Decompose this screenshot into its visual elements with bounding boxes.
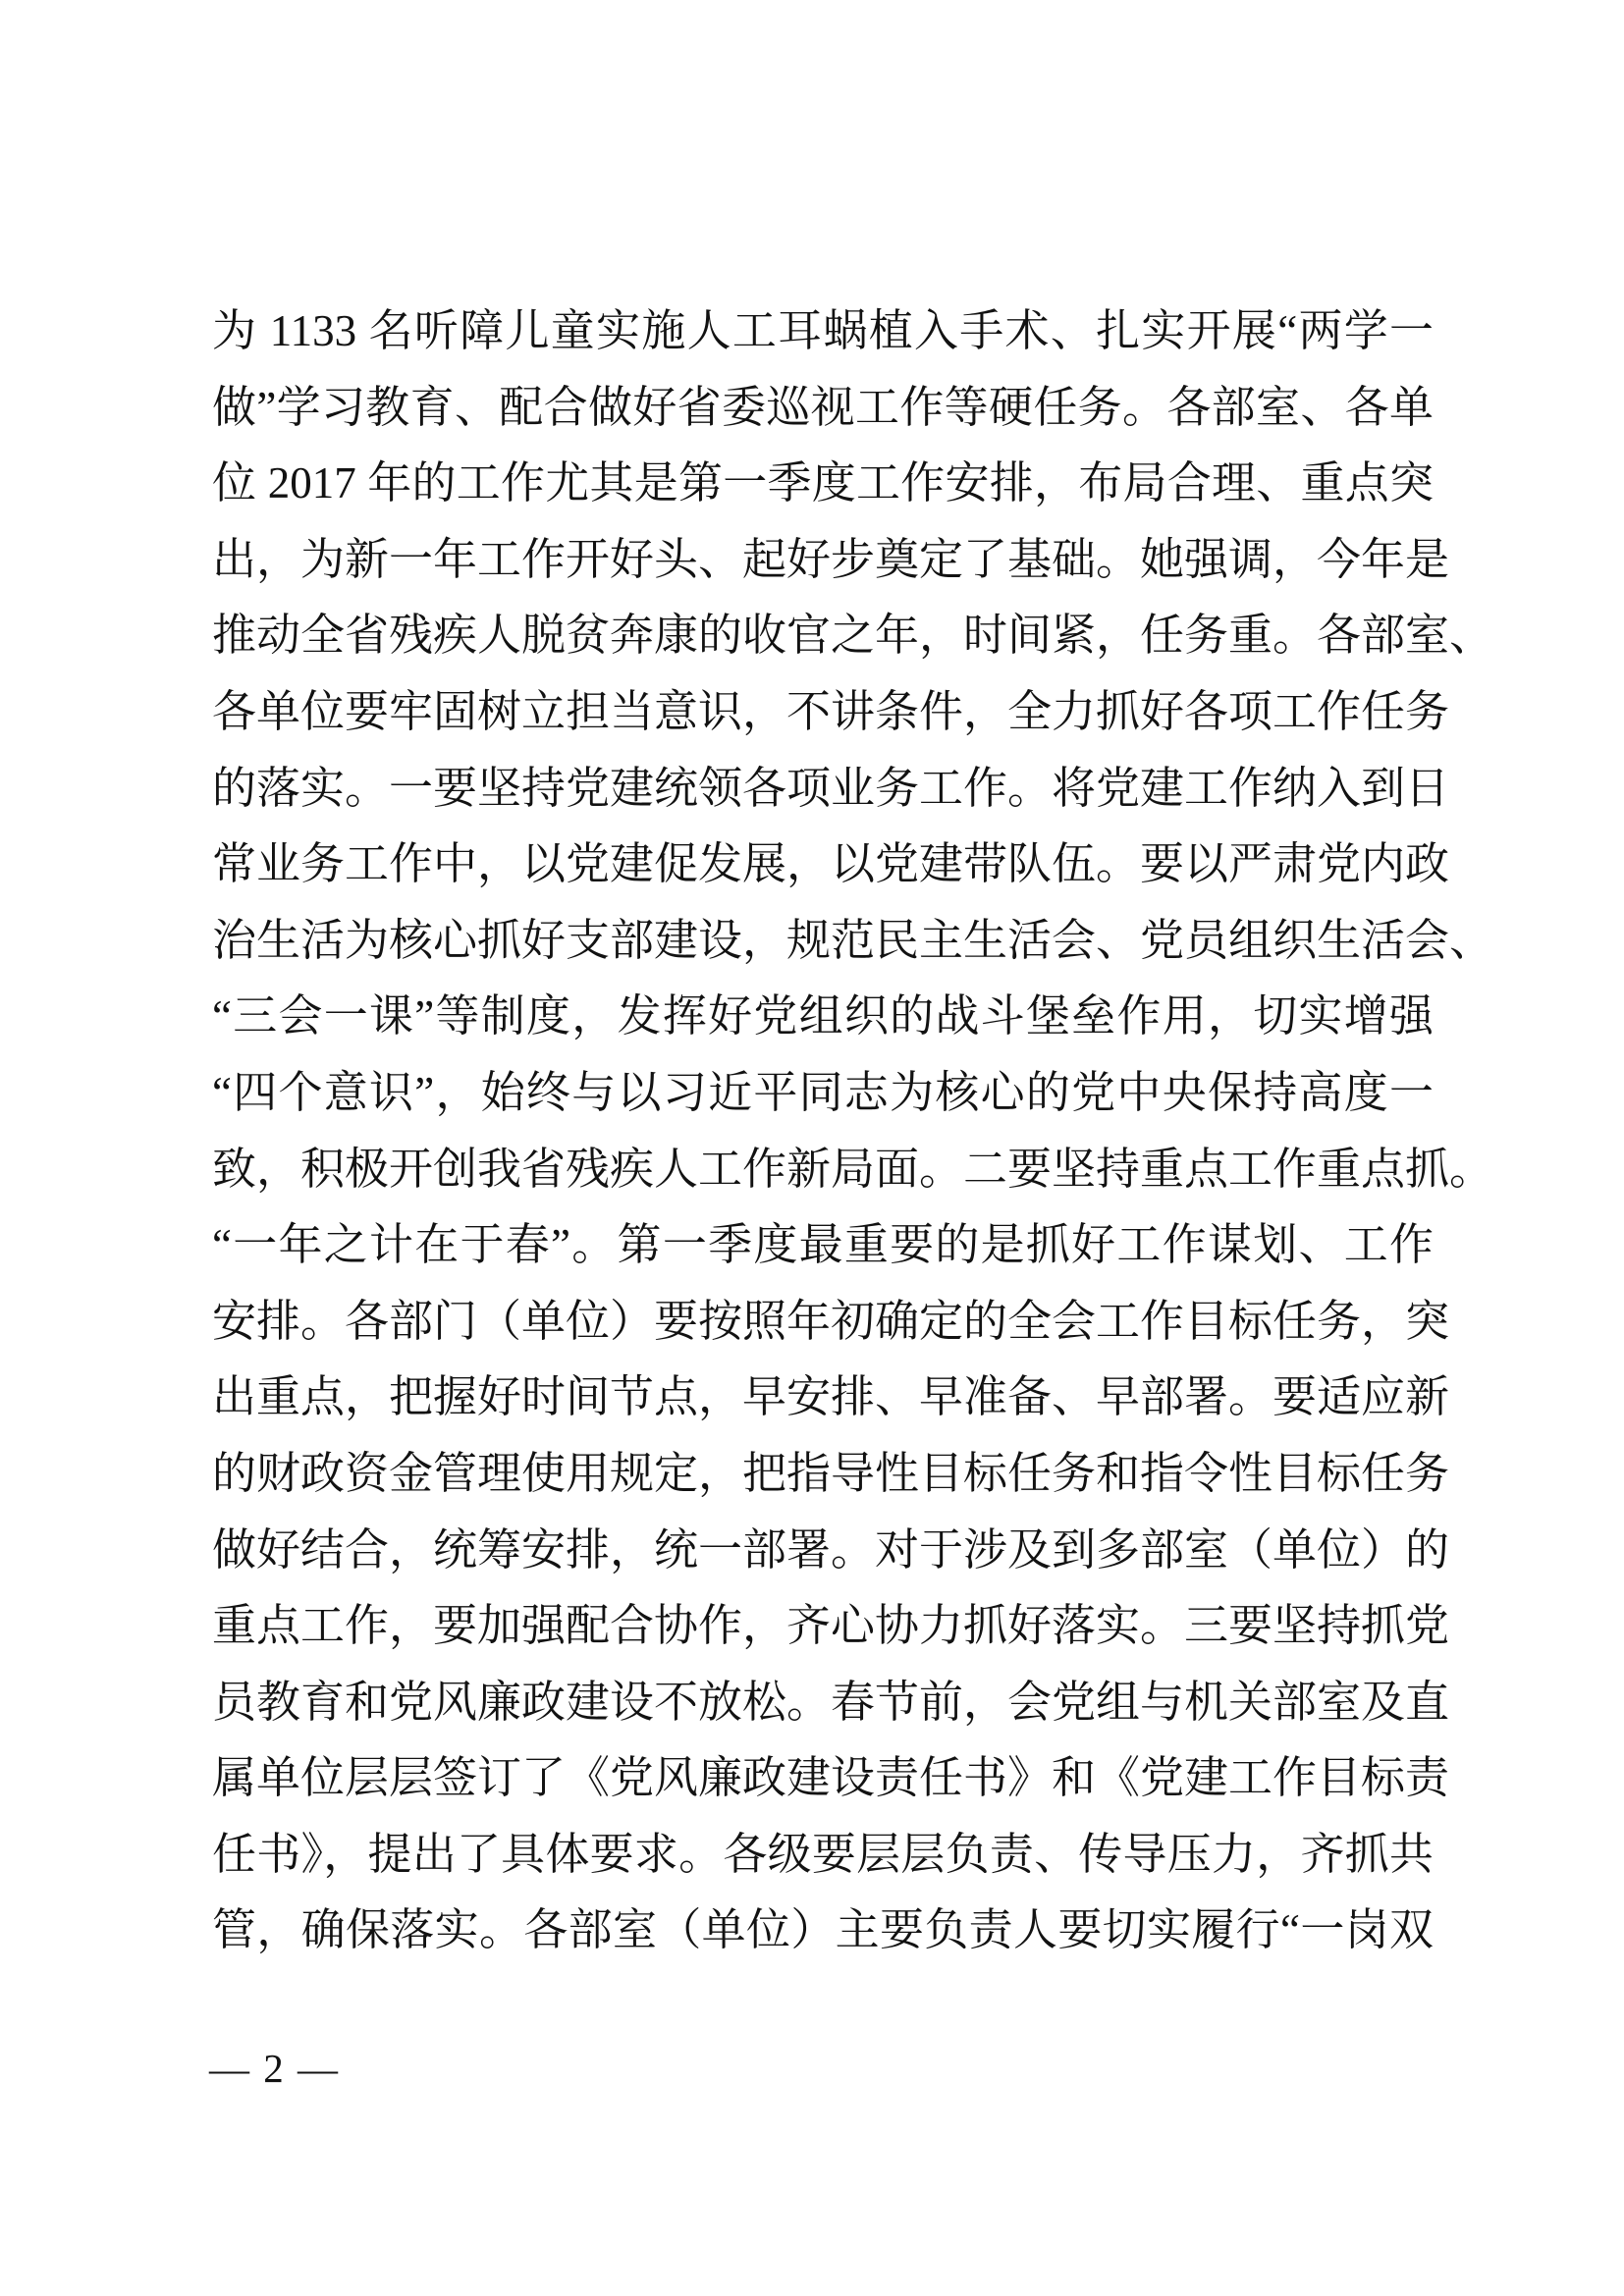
text-line: 常业务工作中，以党建促发展，以党建带队伍。要以严肃党内政 [212,839,1450,889]
text-line: 任书》，提出了具体要求。各级要层层负责、传导压力，齐抓共 [212,1829,1434,1879]
text-line: “四个意识”，始终与以习近平同志为核心的党中央保持高度一 [212,1067,1434,1117]
text-line: 推动全省残疾人脱贫奔康的收官之年，时间紧，任务重。各部室、 [212,611,1494,661]
text-line: 做”学习教育、配合做好省委巡视工作等硬任务。各部室、各单 [212,382,1434,432]
text-line: 安排。各部门（单位）要按照年初确定的全会工作目标任务，突 [212,1296,1450,1346]
text-line: 员教育和党风廉政建设不放松。春节前，会党组与机关部室及直 [212,1677,1450,1727]
text-line: 出，为新一年工作开好头、起好步奠定了基础。她强调，今年是 [212,534,1450,584]
text-line: 致，积极开创我省残疾人工作新局面。二要坚持重点工作重点抓。 [212,1144,1494,1194]
text-line: 做好结合，统筹安排，统一部署。对于涉及到多部室（单位）的 [212,1524,1450,1575]
text-line: 管，确保落实。各部室（单位）主要负责人要切实履行“一岗双 [212,1905,1434,1955]
text-line: “三会一课”等制度，发挥好党组织的战斗堡垒作用，切实增强 [212,991,1434,1041]
text-line: “一年之计在于春”。第一季度最重要的是抓好工作谋划、工作 [212,1220,1434,1270]
text-line: 出重点，把握好时间节点，早安排、早准备、早部署。要适应新 [212,1372,1450,1422]
text-line: 的落实。一要坚持党建统领各项业务工作。将党建工作纳入到日 [212,763,1450,813]
text-line: 位 2017 年的工作尤其是第一季度工作安排，布局合理、重点突 [212,458,1434,508]
text-line: 治生活为核心抓好支部建设，规范民主生活会、党员组织生活会、 [212,915,1494,965]
text-line: 为 1133 名听障儿童实施人工耳蜗植入手术、扎实开展“两学一 [212,306,1434,355]
page-number: — 2 — [209,2046,340,2091]
text-line: 各单位要牢固树立担当意识，不讲条件，全力抓好各项工作任务 [212,686,1450,736]
body-text-block [212,294,1494,1969]
text-line: 属单位层层签订了《党风廉政建设责任书》和《党建工作目标责 [212,1753,1450,1803]
text-line: 的财政资金管理使用规定，把指导性目标任务和指令性目标任务 [212,1448,1450,1498]
text-line: 重点工作，要加强配合协作，齐心协力抓好落实。三要坚持抓党 [212,1601,1450,1651]
